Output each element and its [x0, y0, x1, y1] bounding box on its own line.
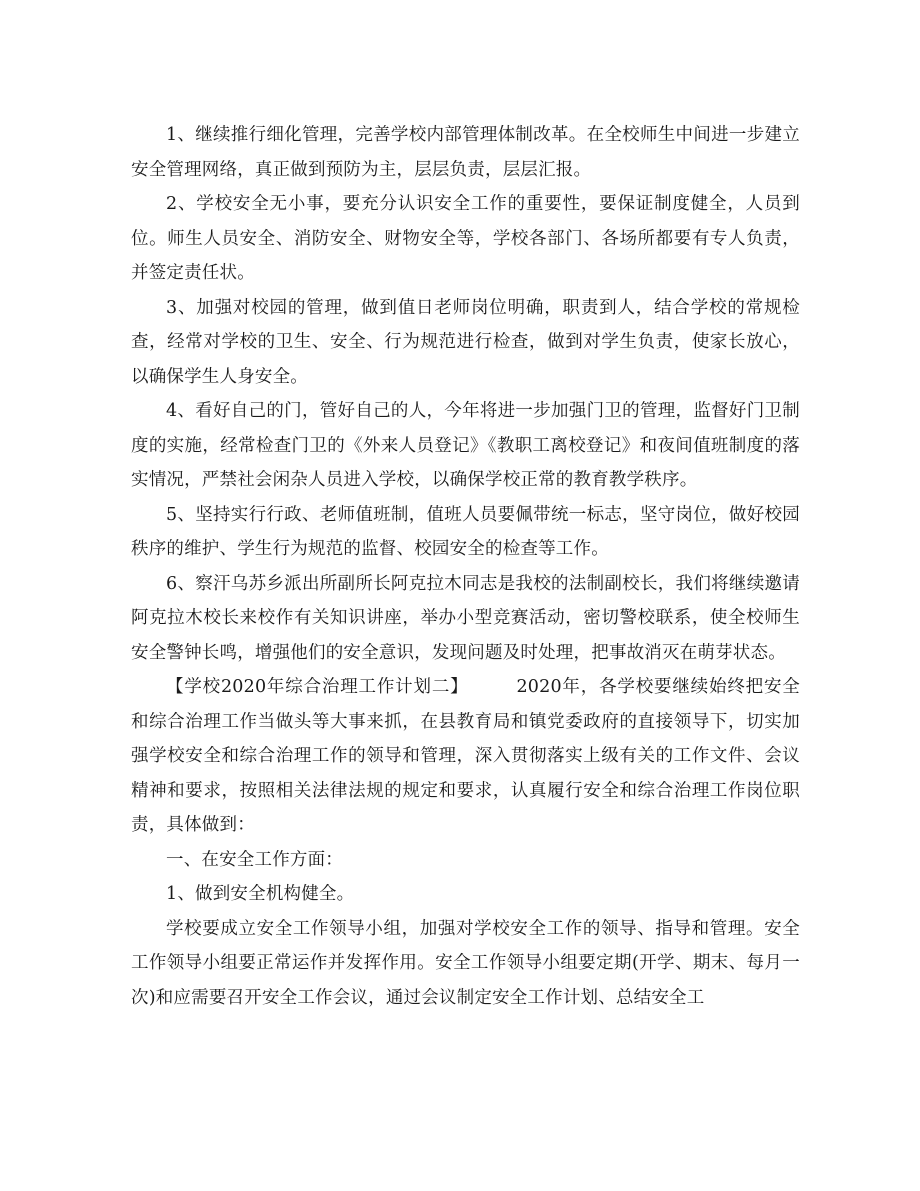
heading-safety-work: 一、在安全工作方面： [166, 849, 343, 870]
paragraph-4: 4、看好自己的门，管好自己的人，今年将进一步加强门卫的管理，监督好门卫制度的实施，经常检查门卫的《外来人员登记》《教职工离校登记》和夜间值班制度的落实情况，严禁社会闲杂人员进入学校，以确保学校正常的教育教学秩序。 [131, 401, 800, 490]
item-safety-organization: 1、做到安全机构健全。 [166, 884, 355, 904]
section-body: 2020年，各学校要继续始终把安全和综合治理工作当做头等大事来抓，在县教育局和镇党委政府的直接领导下，切实加强学校安全和综合治理工作的领导和管理，深入贯彻落实上级有关的工作文件、会议精神和要求，按照相关法律法规的规定和要求，认真履行安全和综合治理工作岗位职责，具体做到： [131, 677, 800, 835]
section-paragraph [131, 670, 800, 843]
paragraph-2: 2、学校安全无小事，要充分认识安全工作的重要性，要保证制度健全，人员到位。师生人员安全、消防安全、财物安全等，学校各部门、各场所都要有专人负责，并签定责任状。 [131, 194, 800, 283]
paragraph-6: 6、察汗乌苏乡派出所副所长阿克拉木同志是我校的法制副校长，我们将继续邀请阿克拉木校长来校作有关知识讲座，举办小型竞赛活动，密切警校联系，使全校师生安全警钟长鸣，增强他们的安全意识，发现问题及时处理，把事故消灭在萌芽状态。 [131, 573, 800, 663]
paragraph-1: 1、继续推行细化管理，完善学校内部管理体制改革。在全校师生中间进一步建立安全管理网络，真正做到预防为主，层层负责，层层汇报。 [131, 125, 800, 180]
section-title: 【学校2020年综合治理工作计划二】 [166, 677, 469, 697]
paragraph-last: 学校要成立安全工作领导小组，加强对学校安全工作的领导、指导和管理。安全工作领导小组要正常运作并发挥作用。安全工作领导小组要定期(开学、期末、每月一次)和应需要召开安全工作会议，通过会议制定安全工作计划、总结安全工 [131, 918, 800, 1008]
paragraph-3: 3、加强对校园的管理，做到值日老师岗位明确，职责到人，结合学校的常规检查，经常对学校的卫生、安全、行为规范进行检查，做到对学生负责，使家长放心，以确保学生人身安全。 [131, 297, 800, 387]
document-content [131, 118, 800, 1015]
paragraph-5: 5、坚持实行行政、老师值班制，值班人员要佩带统一标志，坚守岗位，做好校园秩序的维护、学生行为规范的监督、校园安全的检查等工作。 [131, 504, 800, 559]
